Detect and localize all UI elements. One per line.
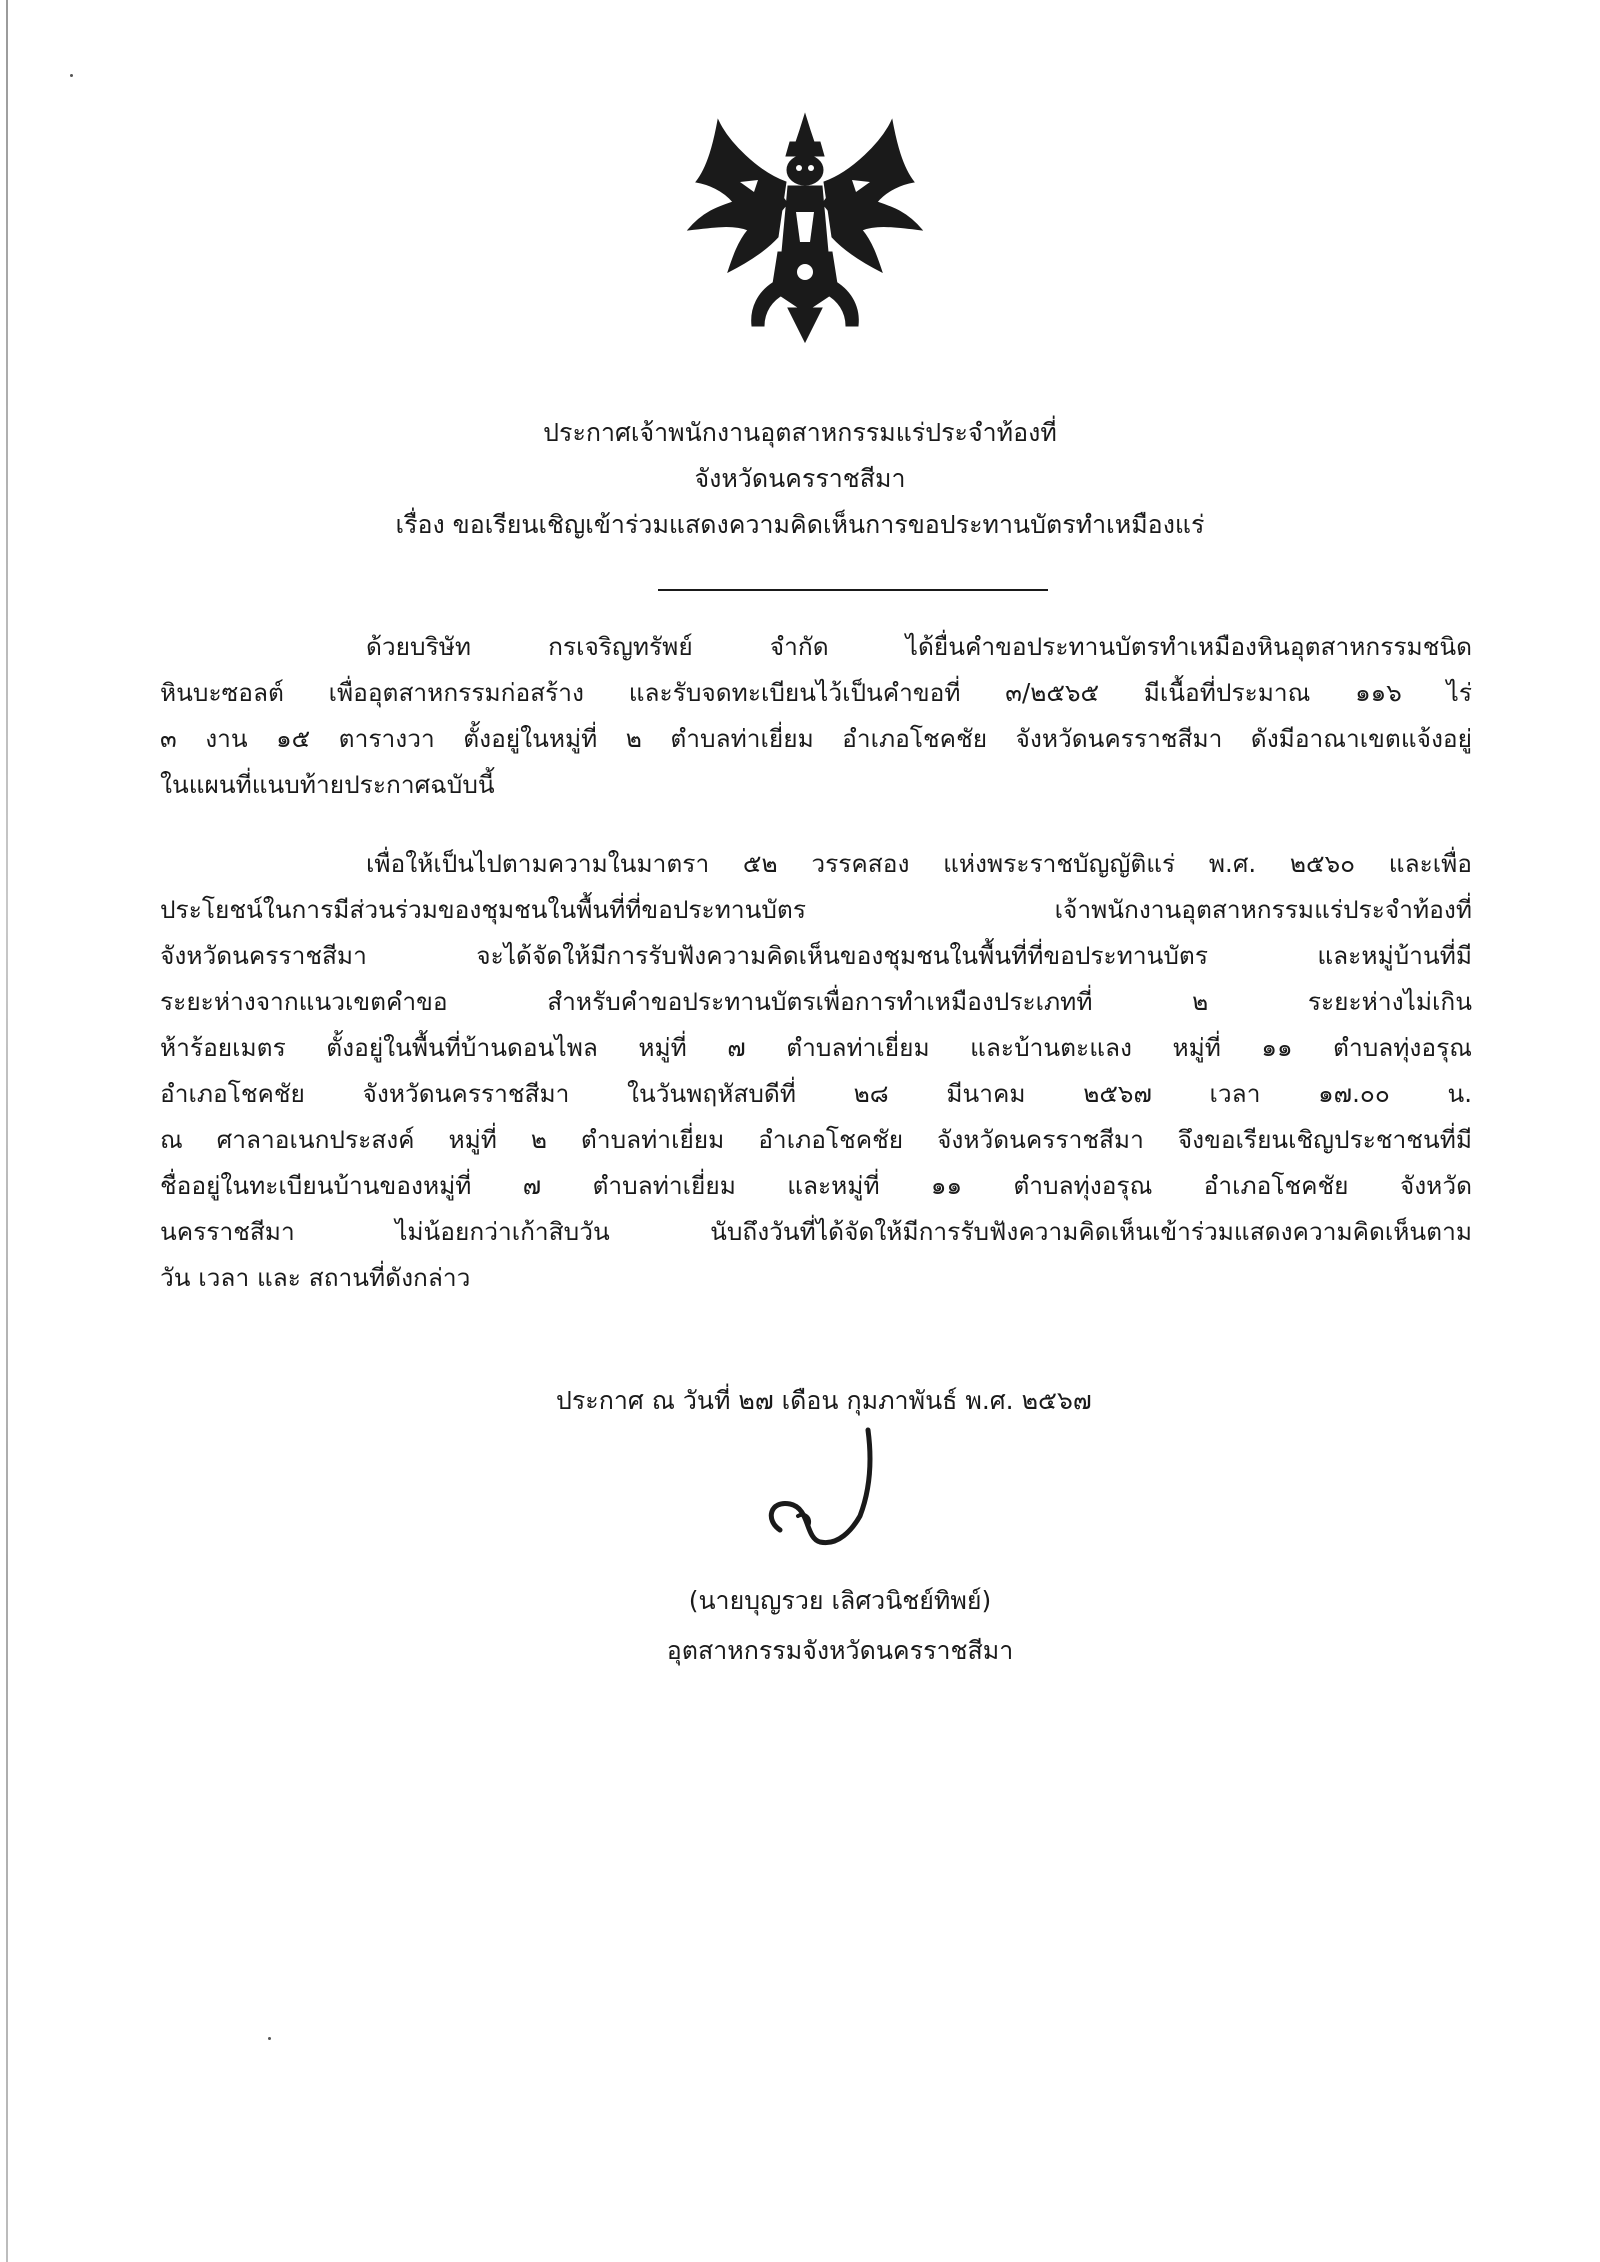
scan-edge-line [6,0,8,2262]
paragraph-line: ประโยชน์ในการมีส่วนร่วมของชุมชนในพื้นที่ที่ขอประทานบัตร เจ้าพนักงานอุตสาหกรรมแร่ประจำท้องที่ [160,895,1472,924]
paragraph-line: ด้วยบริษัท กรเจริญทรัพย์ จำกัด ได้ยื่นคำขอประทานบัตรทำเหมืองหินอุตสาหกรรมชนิด [366,632,1472,661]
signer-name: (นายบุญรวย เลิศวนิชย์ทิพย์) [688,1586,992,1615]
paragraph-line: ๓ งาน ๑๕ ตารางวา ตั้งอยู่ในหมู่ที่ ๒ ตำบลท่าเยี่ยม อำเภอโชคชัย จังหวัดนครราชสีมา ดังมีอาณาเขตแจ้งอยู่ [160,724,1472,753]
scan-speck [268,2037,271,2040]
signer-block [560,1576,1120,1676]
paragraph-line: ณ ศาลาอเนกประสงค์ หมู่ที่ ๒ ตำบลท่าเยี่ยม อำเภอโชคชัย จังหวัดนครราชสีมา จึงขอเรียนเชิญประชาชนที่มี [160,1125,1472,1154]
paragraph-line: วัน เวลา และ สถานที่ดังกล่าว [160,1263,471,1292]
announcement-subject: เรื่อง ขอเรียนเชิญเข้าร่วมแสดงความคิดเห็นการขอประทานบัตรทำเหมืองแร่ [395,510,1205,539]
paragraph-1 [160,624,1472,808]
signer-position: อุตสาหกรรมจังหวัดนครราชสีมา [666,1636,1014,1665]
paragraph-line: ในแผนที่แนบท้ายประกาศฉบับนี้ [160,770,495,799]
announcement-title: ประกาศเจ้าพนักงานอุตสาหกรรมแร่ประจำท้องที่ [543,418,1057,447]
paragraph-line: ระยะห่างจากแนวเขตคำขอ สำหรับคำขอประทานบัตรเพื่อการทำเหมืองประเภทที่ ๒ ระยะห่างไม่เกิน [160,987,1472,1016]
handwritten-signature [760,1420,910,1580]
garuda-emblem-icon [678,112,932,344]
header-divider [658,589,1048,591]
announcement-date: ประกาศ ณ วันที่ ๒๗ เดือน กุมภาพันธ์ พ.ศ. ๒๕๖๗ [556,1386,1092,1415]
paragraph-line: หินบะซอลต์ เพื่ออุตสาหกรรมก่อสร้าง และรับจดทะเบียนไว้เป็นคำขอที่ ๓/๒๕๖๕ มีเนื้อที่ประมาณ ๑๑๖ ไร่ [160,678,1472,707]
paragraph-line: ห้าร้อยเมตร ตั้งอยู่ในพื้นที่บ้านดอนไพล หมู่ที่ ๗ ตำบลท่าเยี่ยม และบ้านตะแลง หมู่ที่ ๑๑ ตำบลทุ่งอรุณ [160,1033,1472,1062]
paragraph-line: เพื่อให้เป็นไปตามความในมาตรา ๕๒ วรรคสอง แห่งพระราชบัญญัติแร่ พ.ศ. ๒๕๖๐ และเพื่อ [366,849,1472,878]
paragraph-line: จังหวัดนครราชสีมา จะได้จัดให้มีการรับฟังความคิดเห็นของชุมชนในพื้นที่ที่ขอประทานบัตร และหมู่บ้านที่มี [160,941,1472,970]
announcement-province: จังหวัดนครราชสีมา [694,464,906,493]
paragraph-line: อำเภอโชคชัย จังหวัดนครราชสีมา ในวันพฤหัสบดีที่ ๒๘ มีนาคม ๒๕๖๗ เวลา ๑๗.๐๐ น. [160,1079,1472,1108]
announcement-header [300,410,1300,548]
scan-speck [70,74,73,77]
paragraph-line: ชื่ออยู่ในทะเบียนบ้านของหมู่ที่ ๗ ตำบลท่าเยี่ยม และหมู่ที่ ๑๑ ตำบลทุ่งอรุณ อำเภอโชคชัย จังหวัด [160,1171,1472,1200]
paragraph-2 [160,841,1472,1301]
paragraph-line: นครราชสีมา ไม่น้อยกว่าเก้าสิบวัน นับถึงวันที่ได้จัดให้มีการรับฟังความคิดเห็นเข้าร่วมแสดงความคิดเห็นตาม [160,1217,1472,1246]
